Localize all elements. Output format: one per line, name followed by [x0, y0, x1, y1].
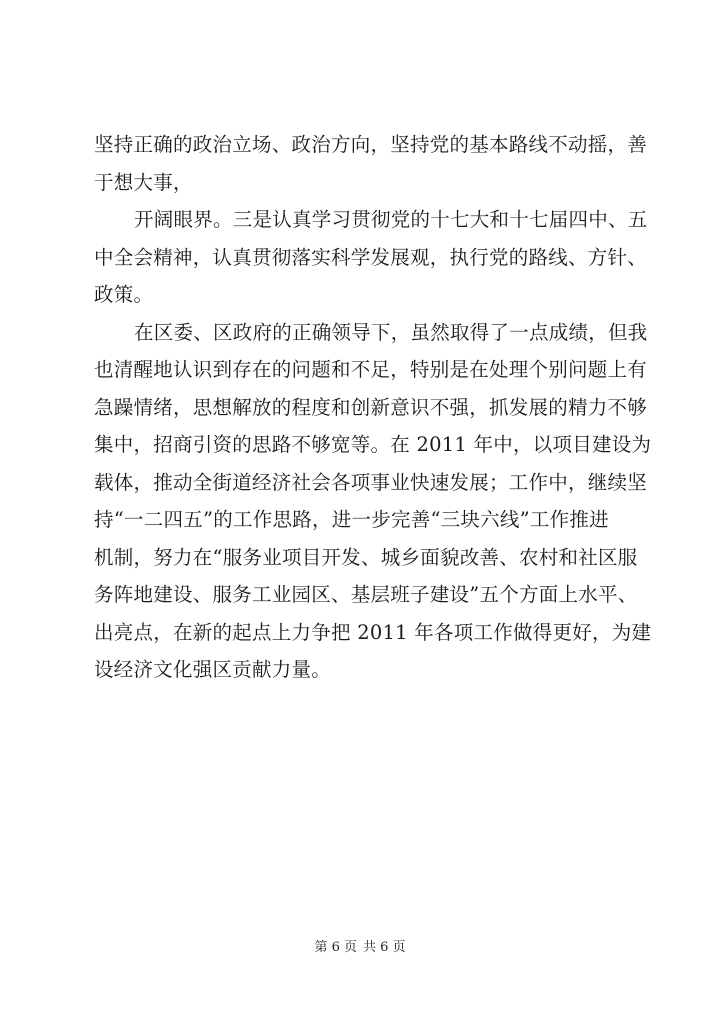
text-line: 设经济文化强区贡献力量。 — [94, 658, 332, 681]
text-line: 在区委、区政府的正确领导下，虽然取得了一点成绩，但我 — [134, 320, 648, 344]
text-line: 中全会精神，认真贯彻落实科学发展观，执行党的路线、方针、 — [94, 245, 648, 269]
text-line: 出亮点，在新的起点上力争把 2011 年各项工作做得更好，为建 — [94, 620, 652, 644]
text-line: 务阵地建设、服务工业园区、基层班子建设”五个方面上水平、 — [94, 583, 638, 606]
text-line: 政策。 — [94, 283, 154, 306]
text-line: 坚持正确的政治立场、政治方向，坚持党的基本路线不动摇，善 — [94, 133, 648, 156]
page-number-current: 第 6 页 — [314, 940, 357, 955]
page-footer — [0, 938, 720, 958]
text-line: 也清醒地认识到存在的问题和不足，特别是在处理个别问题上有 — [94, 358, 648, 381]
page-number-total: 共 6 页 — [363, 940, 406, 955]
text-line: 于想大事， — [94, 170, 193, 194]
text-line: 集中，招商引资的思路不够宽等。在 2011 年中，以项目建设为 — [94, 433, 652, 456]
text-line: 机制，努力在“服务业项目开发、城乡面貌改善、农村和社区服 — [94, 545, 638, 569]
text-line: 持“一二四五”的工作思路，进一步完善“三块六线”工作推进 — [94, 508, 609, 531]
document-body — [94, 126, 652, 689]
text-line: 开阔眼界。三是认真学习贯彻党的十七大和十七届四中、五 — [134, 208, 648, 231]
text-line: 急躁情绪，思想解放的程度和创新意识不强，抓发展的精力不够 — [94, 395, 648, 419]
text-line: 载体，推动全街道经济社会各项事业快速发展；工作中，继续坚 — [94, 470, 648, 494]
